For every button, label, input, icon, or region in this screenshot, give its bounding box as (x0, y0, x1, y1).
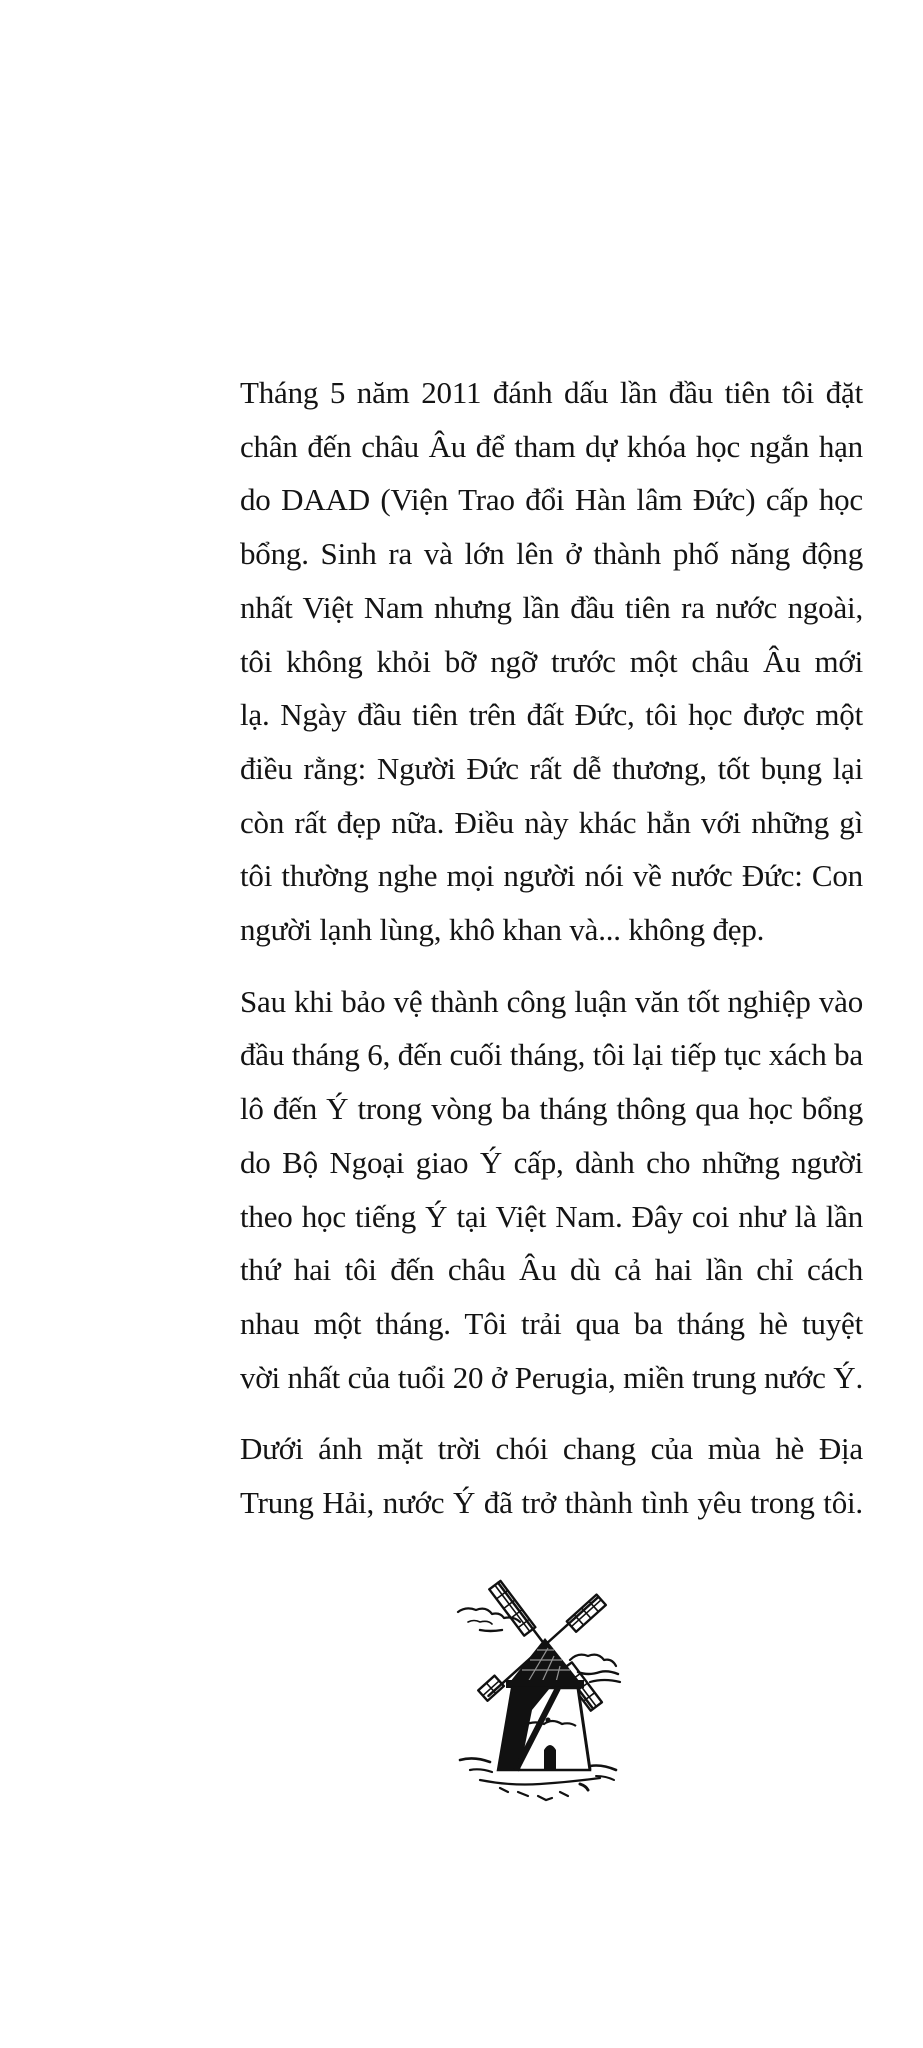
text-line: lô đến Ý trong vòng ba tháng thông qua học bổng (240, 1091, 863, 1127)
text-line: bổng. Sinh ra và lớn lên ở thành phố năng động (240, 536, 863, 572)
text-line: do DAAD (Viện Trao đổi Hàn lâm Đức) cấp học (240, 482, 863, 518)
text-line: Trung Hải, nước Ý đã trở thành tình yêu trong tôi. (240, 1485, 863, 1521)
text-line: điều rằng: Người Đức rất dễ thương, tốt bụng lại (240, 750, 863, 786)
text-line: còn rất đẹp nữa. Điều này khác hẳn với những gì (240, 804, 863, 840)
text-line: Tháng 5 năm 2011 đánh dấu lần đầu tiên tôi đặt (240, 375, 863, 410)
body-text (240, 366, 863, 1548)
paragraph-3 (240, 1422, 863, 1529)
text-line: nhất Việt Nam nhưng lần đầu tiên ra nước ngoài, (240, 589, 863, 625)
text-line: chân đến châu Âu để tham dự khóa học ngắn hạn (240, 428, 863, 464)
paragraph-1 (240, 366, 863, 957)
paragraph-2 (240, 975, 863, 1405)
windmill-icon (440, 1570, 640, 1805)
text-line: người lạnh lùng, khô khan và... không đẹp. (240, 912, 765, 948)
text-line: Sau khi bảo vệ thành công luận văn tốt nghiệp vào (240, 983, 863, 1019)
text-line: nhau một tháng. Tôi trải qua ba tháng hè tuyệt (240, 1305, 863, 1341)
text-line: lạ. Ngày đầu tiên trên đất Đức, tôi học được một (240, 697, 863, 733)
text-line: tôi thường nghe mọi người nói về nước Đức: Con (240, 858, 863, 894)
text-line: Dưới ánh mặt trời chói chang của mùa hè Địa (240, 1431, 863, 1467)
text-line: vời nhất của tuổi 20 ở Perugia, miền trung nước Ý. (240, 1359, 863, 1395)
text-line: theo học tiếng Ý tại Việt Nam. Đây coi như là lần (240, 1198, 863, 1234)
text-line: do Bộ Ngoại giao Ý cấp, dành cho những người (240, 1144, 863, 1180)
text-line: thứ hai tôi đến châu Âu dù cả hai lần chỉ cách (240, 1252, 863, 1288)
text-line: tôi không khỏi bỡ ngỡ trước một châu Âu mới (240, 643, 863, 679)
text-line: đầu tháng 6, đến cuối tháng, tôi lại tiếp tục xách ba (240, 1037, 863, 1073)
